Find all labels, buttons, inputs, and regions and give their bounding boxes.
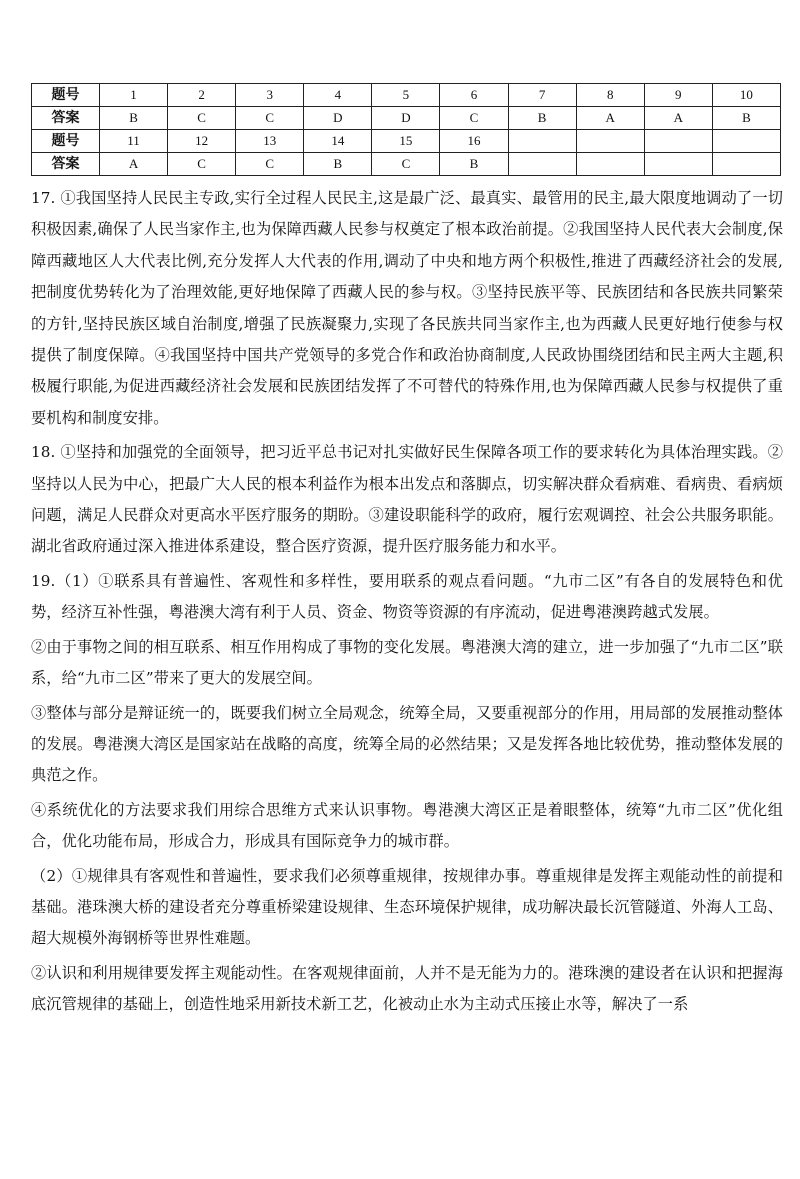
row-header: 答案	[32, 107, 100, 130]
table-cell: A	[100, 153, 168, 176]
table-row	[32, 107, 781, 130]
table-cell: 4	[304, 84, 372, 107]
table-cell: B	[440, 153, 508, 176]
table-cell: B	[508, 107, 576, 130]
table-cell: 11	[100, 130, 168, 153]
table-cell: A	[644, 107, 712, 130]
answer-19-1-point-3: ③整体与部分是辩证统一的，既要我们树立全局观念，统筹全局，又要重视部分的作用，用局部的发展推动整体的发展。粤港澳大湾区是国家站在战略的高度，统筹全局的必然结果；又是发挥各地比较优势，推动整体发展的典范之作。	[31, 703, 783, 785]
table-cell	[508, 153, 576, 176]
table-cell: C	[440, 107, 508, 130]
table-cell	[712, 153, 780, 176]
table-cell: 14	[304, 130, 372, 153]
table-cell: C	[168, 107, 236, 130]
table-cell: 10	[712, 84, 780, 107]
table-cell	[576, 153, 644, 176]
table-cell: B	[100, 107, 168, 130]
table-cell: 8	[576, 84, 644, 107]
answer-19-1-point-1: 19.（1）①联系具有普遍性、客观性和多样性，要用联系的观点看问题。“九市二区”有各自的发展特色和优势，经济互补性强，粤港澳大湾有利于人员、资金、物资等资源的有序流动，促进粤港澳跨越式发展。	[31, 571, 783, 622]
table-cell	[644, 130, 712, 153]
table-cell: 9	[644, 84, 712, 107]
table-cell: 13	[236, 130, 304, 153]
table-cell: C	[372, 153, 440, 176]
table-cell	[644, 153, 712, 176]
answer-18: 18. ①坚持和加强党的全面领导，把习近平总书记对扎实做好民生保障各项工作的要求转化为具体治理实践。②坚持以人民为中心，把最广大人民的根本利益作为根本出发点和落脚点，切实解决群众看病难、看病贵、看病烦问题，满足人民群众对更高水平医疗服务的期盼。③建设职能科学的政府，履行宏观调控、社会公共服务职能。湖北省政府通过深入推进体系建设，整合医疗资源，提升医疗服务能力和水平。	[31, 443, 783, 556]
row-header: 题号	[32, 84, 100, 107]
table-cell: 7	[508, 84, 576, 107]
table-cell	[508, 130, 576, 153]
table-cell: 12	[168, 130, 236, 153]
table-cell: 2	[168, 84, 236, 107]
table-cell: C	[236, 107, 304, 130]
row-header: 题号	[32, 130, 100, 153]
table-cell: 5	[372, 84, 440, 107]
answer-19-2-point-2: ②认识和利用规律要发挥主观能动性。在客观规律面前，人并不是无能为力的。港珠澳的建设者在认识和把握海底沉管规律的基础上，创造性地采用新技术新工艺，化被动止水为主动式压接止水等，解决了一系	[31, 963, 783, 1014]
table-cell: 16	[440, 130, 508, 153]
table-cell: C	[168, 153, 236, 176]
answer-17: 17. ①我国坚持人民民主专政,实行全过程人民民主,这是最广泛、最真实、最管用的民主,最大限度地调动了一切积极因素,确保了人民当家作主,也为保障西藏人民参与权奠定了根本政治前提。②我国坚持人民代表大会制度,保障西藏地区人大代表比例,充分发挥人大代表的作用,调动了中央和地方两个积极性,推进了西藏经济社会的发展,把制度优势转化为了治理效能,更好地保障了西藏人民的参与权。③坚持民族平等、民族团结和各民族共同繁荣的方针,坚持民族区域自治制度,增强了民族凝聚力,实现了各民族共同当家作主,也为西藏人民更好地行使参与权提供了制度保障。④我国坚持中国共产党领导的多党合作和政治协商制度,人民政协围绕团结和民主两大主题,积极履行职能,为促进西藏经济社会发展和民族团结发挥了不可替代的特殊作用,也为保障西藏人民参与权提供了重要机构和制度安排。	[31, 189, 783, 427]
table-row	[32, 130, 781, 153]
answer-19-2-point-1: （2）①规律具有客观性和普遍性，要求我们必须尊重规律，按规律办事。尊重规律是发挥主观能动性的前提和基础。港珠澳大桥的建设者充分尊重桥梁建设规律、生态环境保护规律，成功解决最长沉管隧道、外海人工岛、超大规模外海钢桥等世界性难题。	[31, 866, 783, 948]
table-cell: 3	[236, 84, 304, 107]
table-cell	[576, 130, 644, 153]
table-cell: 15	[372, 130, 440, 153]
table-row	[32, 153, 781, 176]
table-cell: D	[372, 107, 440, 130]
table-cell	[712, 130, 780, 153]
table-cell: A	[576, 107, 644, 130]
table-cell: 6	[440, 84, 508, 107]
table-cell: 1	[100, 84, 168, 107]
table-cell: B	[304, 153, 372, 176]
table-row	[32, 84, 781, 107]
row-header: 答案	[32, 153, 100, 176]
table-cell: B	[712, 107, 780, 130]
answer-table	[31, 83, 781, 176]
answer-19-1-point-4: ④系统优化的方法要求我们用综合思维方式来认识事物。粤港澳大湾区正是着眼整体，统筹“九市二区”优化组合，优化功能布局，形成合力，形成具有国际竞争力的城市群。	[31, 800, 783, 851]
table-cell: D	[304, 107, 372, 130]
answer-19-1-point-2: ②由于事物之间的相互联系、相互作用构成了事物的变化发展。粤港澳大湾的建立，进一步加强了“九市二区”联系，给“九市二区”带来了更大的发展空间。	[31, 637, 783, 688]
answer-text	[31, 183, 783, 1021]
table-cell: C	[236, 153, 304, 176]
